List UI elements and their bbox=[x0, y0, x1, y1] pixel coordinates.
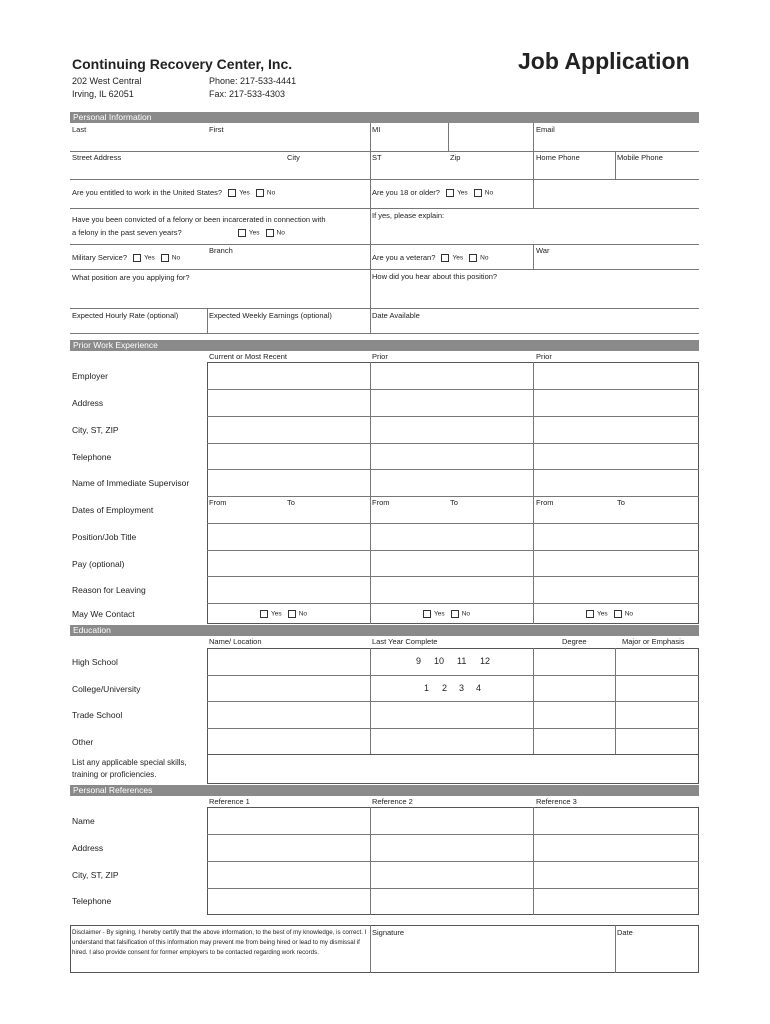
row-label-other: Other bbox=[72, 737, 94, 747]
no-label: No bbox=[624, 610, 634, 618]
divider bbox=[207, 416, 699, 417]
section-education: Education bbox=[70, 625, 699, 636]
first-name-label: First bbox=[209, 125, 224, 134]
divider bbox=[207, 603, 699, 604]
divider bbox=[207, 496, 699, 497]
divider bbox=[370, 925, 371, 973]
divider bbox=[370, 362, 371, 624]
hear-about-question: How did you hear about this position? bbox=[372, 272, 498, 281]
hourly-rate-label: Expected Hourly Rate (optional) bbox=[72, 311, 179, 320]
college-year-option[interactable]: 1 bbox=[424, 683, 430, 693]
contact-prior2-group bbox=[582, 609, 633, 618]
divider bbox=[207, 861, 699, 862]
row-label-ref-address: Address bbox=[72, 843, 104, 853]
divider bbox=[207, 888, 699, 889]
state-label: ST bbox=[372, 153, 382, 162]
row-label-ref-telephone: Telephone bbox=[72, 896, 112, 906]
to-label: To bbox=[287, 498, 295, 507]
col-prior-employer-1: Prior bbox=[372, 352, 388, 361]
contact-prior1-no-checkbox[interactable] bbox=[451, 610, 459, 618]
divider bbox=[615, 925, 616, 973]
date-label: Date bbox=[617, 928, 633, 937]
row-label-may-we-contact: May We Contact bbox=[72, 609, 135, 619]
city-label: City bbox=[287, 153, 300, 162]
military-question bbox=[72, 253, 180, 262]
divider bbox=[207, 389, 699, 390]
yes-label: Yes bbox=[248, 229, 260, 237]
divider bbox=[207, 308, 208, 333]
yes-label: Yes bbox=[239, 189, 250, 197]
to-label: To bbox=[617, 498, 625, 507]
document-title: Job Application bbox=[518, 48, 690, 74]
divider bbox=[615, 151, 616, 179]
contact-prior2-no-checkbox[interactable] bbox=[614, 610, 622, 618]
row-label-pay: Pay (optional) bbox=[72, 559, 125, 569]
felony-no-checkbox[interactable] bbox=[266, 229, 274, 237]
mobile-phone-label: Mobile Phone bbox=[617, 153, 663, 162]
col-last-year-complete: Last Year Complete bbox=[372, 637, 438, 646]
address-line1: 202 West Central bbox=[72, 76, 142, 86]
phone-number: Phone: 217-533-4441 bbox=[209, 76, 297, 86]
col-name-location: Name/ Location bbox=[209, 637, 262, 646]
row-label-high-school: High School bbox=[72, 657, 118, 667]
from-label: From bbox=[372, 498, 390, 507]
from-label: From bbox=[536, 498, 554, 507]
col-prior-employer-2: Prior bbox=[536, 352, 552, 361]
fax-number: Fax: 217-533-4303 bbox=[209, 89, 286, 99]
contact-current-yes-checkbox[interactable] bbox=[260, 610, 268, 618]
divider bbox=[70, 269, 699, 270]
work-eligibility-question bbox=[72, 188, 275, 197]
street-address-label: Street Address bbox=[72, 153, 122, 162]
date-available-label: Date Available bbox=[372, 311, 420, 320]
age-question bbox=[372, 188, 493, 197]
divider bbox=[207, 834, 699, 835]
row-label-ref-city-st-zip: City, ST, ZIP bbox=[72, 870, 119, 880]
col-current-employer: Current or Most Recent bbox=[209, 352, 287, 361]
work-eligibility-no-checkbox[interactable] bbox=[256, 189, 264, 197]
divider bbox=[533, 244, 534, 269]
email-label: Email bbox=[536, 125, 555, 134]
veteran-no-checkbox[interactable] bbox=[469, 254, 477, 262]
age-yes-checkbox[interactable] bbox=[446, 189, 454, 197]
divider bbox=[70, 308, 699, 309]
no-label: No bbox=[298, 610, 308, 618]
contact-block bbox=[209, 75, 296, 101]
col-reference-1: Reference 1 bbox=[209, 797, 250, 806]
work-eligibility-text: Are you entitled to work in the United States? bbox=[72, 188, 223, 197]
row-label-employer: Employer bbox=[72, 371, 108, 381]
felony-question-line1: Have you been convicted of a felony or been incarcerated in connection with bbox=[72, 215, 326, 224]
no-label: No bbox=[480, 254, 489, 262]
col-major-emphasis: Major or Emphasis bbox=[622, 637, 685, 646]
divider bbox=[370, 123, 371, 333]
row-label-telephone: Telephone bbox=[72, 452, 112, 462]
military-no-checkbox[interactable] bbox=[161, 254, 169, 262]
explain-label: If yes, please explain: bbox=[372, 211, 445, 220]
divider bbox=[207, 675, 699, 676]
contact-current-group bbox=[256, 609, 307, 618]
contact-prior2-yes-checkbox[interactable] bbox=[586, 610, 594, 618]
special-skills-label-line2: training or proficiencies. bbox=[72, 770, 157, 779]
divider bbox=[70, 151, 699, 152]
divider bbox=[207, 523, 699, 524]
no-label: No bbox=[276, 229, 285, 237]
row-label-city-st-zip: City, ST, ZIP bbox=[72, 425, 119, 435]
divider bbox=[207, 469, 699, 470]
organization-name: Continuing Recovery Center, Inc. bbox=[72, 56, 293, 72]
divider bbox=[207, 701, 699, 702]
divider bbox=[70, 333, 699, 334]
college-year-option[interactable]: 2 bbox=[442, 683, 448, 693]
row-label-college: College/University bbox=[72, 684, 141, 694]
military-question-text: Military Service? bbox=[72, 253, 128, 262]
from-label: From bbox=[209, 498, 227, 507]
home-phone-label: Home Phone bbox=[536, 153, 580, 162]
row-label-ref-name: Name bbox=[72, 816, 95, 826]
hs-year-option[interactable]: 12 bbox=[480, 656, 491, 666]
col-degree: Degree bbox=[562, 637, 587, 646]
row-label-supervisor: Name of Immediate Supervisor bbox=[72, 478, 190, 488]
last-name-label: Last bbox=[72, 125, 87, 134]
divider bbox=[207, 728, 699, 729]
yes-label: Yes bbox=[597, 610, 608, 618]
college-year-option[interactable]: 3 bbox=[459, 683, 465, 693]
veteran-yes-checkbox[interactable] bbox=[441, 254, 449, 262]
veteran-question-text: Are you a veteran? bbox=[372, 253, 436, 262]
divider bbox=[70, 208, 699, 209]
contact-current-no-checkbox[interactable] bbox=[288, 610, 296, 618]
weekly-earnings-label: Expected Weekly Earnings (optional) bbox=[209, 311, 332, 320]
yes-label: Yes bbox=[434, 610, 445, 618]
position-question: What position are you applying for? bbox=[72, 273, 190, 282]
col-reference-2: Reference 2 bbox=[372, 797, 413, 806]
row-label-dates-of-employment: Dates of Employment bbox=[72, 505, 154, 515]
special-skills-field[interactable] bbox=[207, 754, 699, 784]
divider bbox=[448, 123, 449, 151]
age-no-checkbox[interactable] bbox=[474, 189, 482, 197]
divider bbox=[70, 244, 699, 245]
no-label: No bbox=[461, 610, 471, 618]
divider bbox=[533, 362, 534, 624]
branch-label: Branch bbox=[209, 246, 233, 255]
divider bbox=[533, 123, 534, 208]
veteran-question bbox=[372, 253, 488, 262]
row-label-position-title: Position/Job Title bbox=[72, 532, 137, 542]
divider bbox=[207, 576, 699, 577]
felony-question-line2 bbox=[72, 228, 285, 237]
felony-yes-checkbox[interactable] bbox=[238, 229, 246, 237]
college-year-option[interactable]: 4 bbox=[476, 683, 482, 693]
hs-year-option[interactable]: 9 bbox=[416, 656, 422, 666]
address-block bbox=[72, 75, 141, 101]
no-label: No bbox=[171, 254, 181, 262]
divider bbox=[207, 550, 699, 551]
section-prior-work-experience: Prior Work Experience bbox=[70, 340, 699, 351]
hs-year-option[interactable]: 11 bbox=[457, 656, 467, 666]
military-yes-checkbox[interactable] bbox=[133, 254, 141, 262]
yes-label: Yes bbox=[452, 254, 464, 262]
work-experience-grid bbox=[207, 362, 699, 624]
divider bbox=[70, 179, 699, 180]
war-label: War bbox=[536, 246, 550, 255]
mi-label: MI bbox=[372, 125, 381, 134]
contact-prior1-yes-checkbox[interactable] bbox=[423, 610, 431, 618]
disclaimer-text: Disclaimer - By signing, I hereby certify that the above information, to the best of my knowledge, is correct. I understand that falsification of this information may prevent me from being hired or lead to my dismissal if hired. I also provide consent for former employers to be contacted regarding work records. bbox=[72, 929, 367, 956]
yes-label: Yes bbox=[144, 254, 155, 262]
col-reference-3: Reference 3 bbox=[536, 797, 577, 806]
yes-label: Yes bbox=[271, 610, 282, 618]
zip-label: Zip bbox=[450, 153, 461, 162]
to-label: To bbox=[450, 498, 458, 507]
no-label: No bbox=[484, 189, 494, 197]
special-skills-label-line1: List any applicable special skills, bbox=[72, 758, 187, 767]
row-label-address: Address bbox=[72, 398, 104, 408]
divider bbox=[207, 443, 699, 444]
yes-label: Yes bbox=[457, 189, 468, 197]
work-eligibility-yes-checkbox[interactable] bbox=[228, 189, 236, 197]
contact-prior1-group bbox=[419, 609, 470, 618]
section-personal-references: Personal References bbox=[70, 785, 699, 796]
age-question-text: Are you 18 or older? bbox=[372, 188, 440, 197]
address-line2: Irving, IL 62051 bbox=[72, 89, 134, 99]
hs-year-option[interactable]: 10 bbox=[434, 656, 445, 666]
signature-label: Signature bbox=[372, 928, 405, 937]
row-label-trade-school: Trade School bbox=[72, 710, 123, 720]
section-personal-information: Personal Information bbox=[70, 112, 699, 123]
no-label: No bbox=[266, 189, 276, 197]
felony-question-text: a felony in the past seven years? bbox=[72, 228, 182, 237]
row-label-reason-for-leaving: Reason for Leaving bbox=[72, 585, 146, 595]
